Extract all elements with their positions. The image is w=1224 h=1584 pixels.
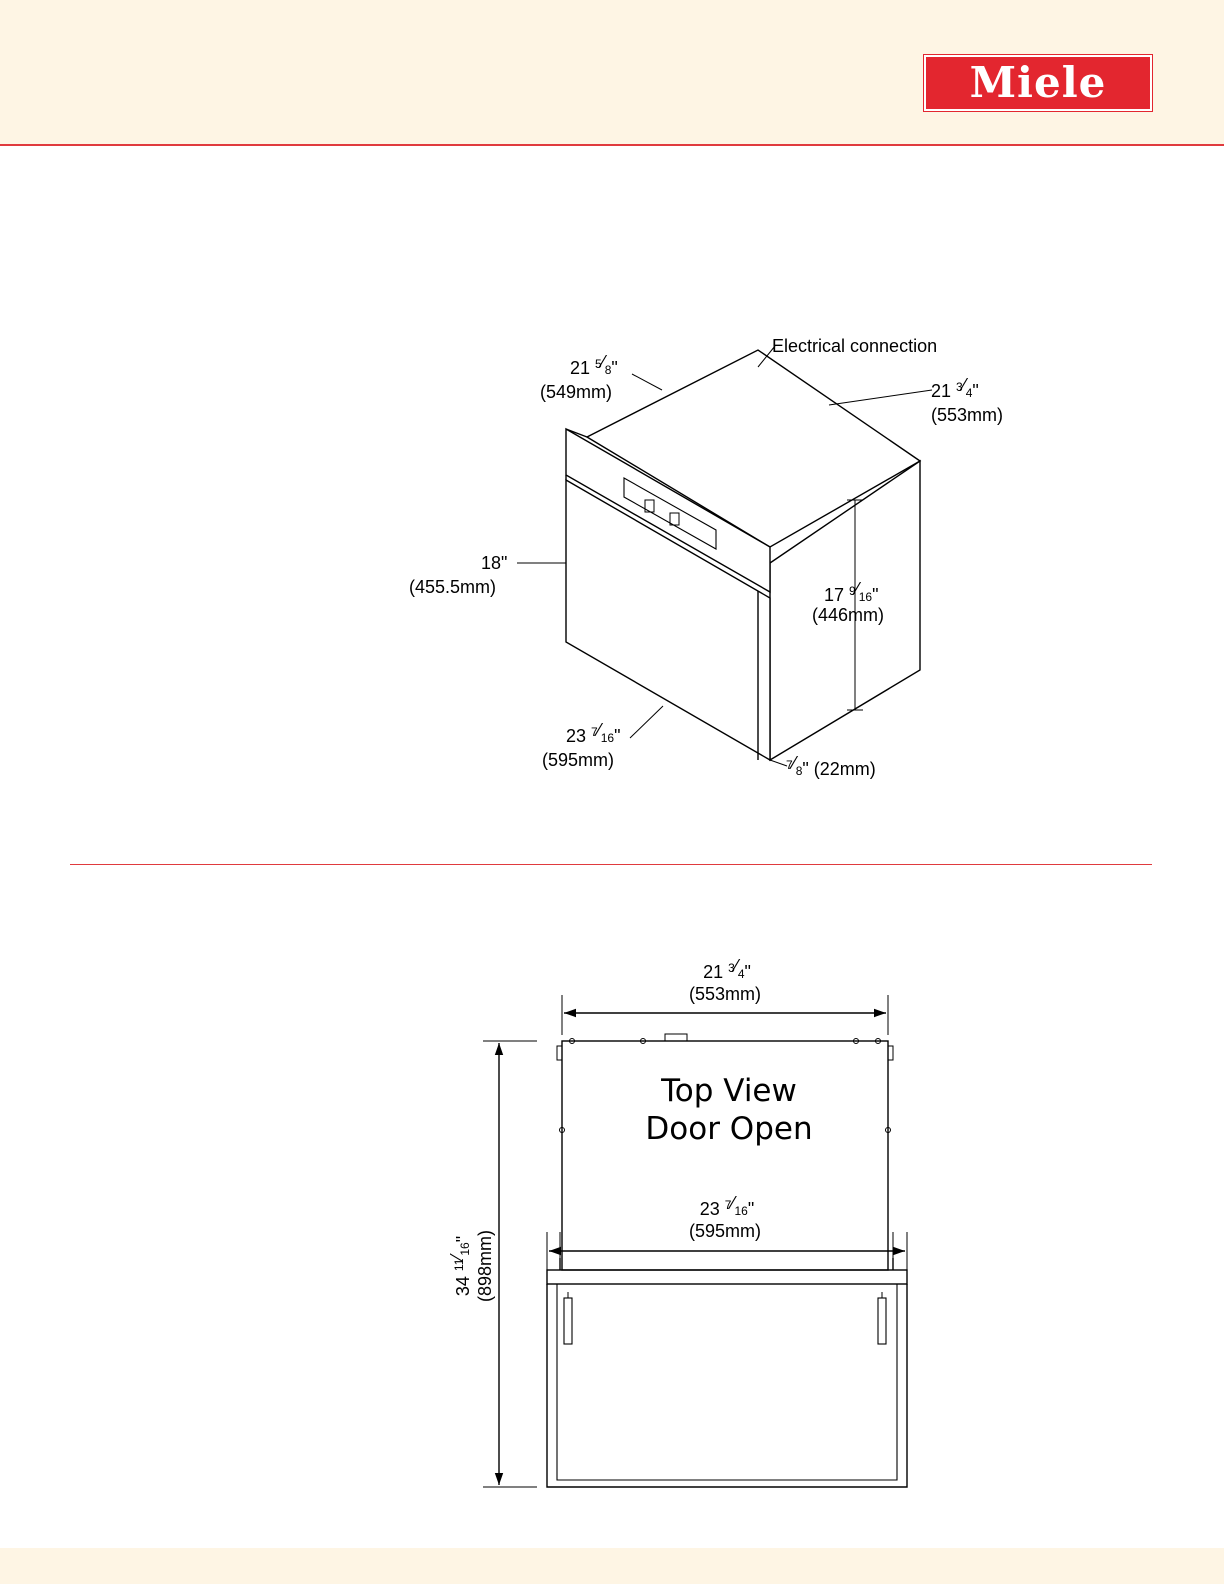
top-view-connection-box (665, 1034, 687, 1041)
iso-height-front-mm: (455.5mm) (409, 577, 497, 597)
isometric-oven-view (566, 346, 920, 760)
top-width-front-mm: (595mm) (688, 1221, 762, 1241)
iso-height-side-dimension: 17 $^9⁄_{16}$" (824, 579, 879, 605)
brand-logo: Miele (924, 55, 1152, 111)
top-depth-total-dimension: 34 $^{11}⁄_{16}$" (447, 1235, 473, 1297)
iso-width-front-mm: (595mm) (542, 750, 615, 770)
iso-front-thickness-dimension: $^7⁄_8$" (22mm) (786, 753, 876, 779)
top-view-title-line2: Door Open (645, 1111, 813, 1147)
top-depth-total-label (447, 1230, 495, 1302)
top-width-body-dimension: 21 $^3⁄_4$" (703, 956, 751, 982)
iso-height-side-mm: (446mm) (812, 605, 885, 625)
top-width-body-mm: (553mm) (688, 984, 762, 1004)
top-depth-total-mm: (898mm) (475, 1229, 495, 1303)
iso-height-front-dimension: 18" (481, 553, 508, 573)
iso-depth-top-mm: (549mm) (540, 382, 613, 402)
top-view-title-line1: Top View (661, 1073, 797, 1109)
iso-width-top-dimension: 21 $^3⁄_4$" (931, 375, 979, 401)
top-view-front-trim (547, 1270, 907, 1284)
top-width-front-dimension: 23 $^7⁄_{16}$" (699, 1193, 755, 1219)
electrical-connection-label: Electrical connection (772, 336, 938, 356)
iso-width-top-mm: (553mm) (931, 405, 1004, 425)
iso-width-front-dimension: 23 $^7⁄_{16}$" (566, 720, 621, 746)
iso-depth-top-dimension: 21 $^5⁄_8$" (570, 352, 618, 378)
top-view-open-door (547, 1284, 907, 1487)
